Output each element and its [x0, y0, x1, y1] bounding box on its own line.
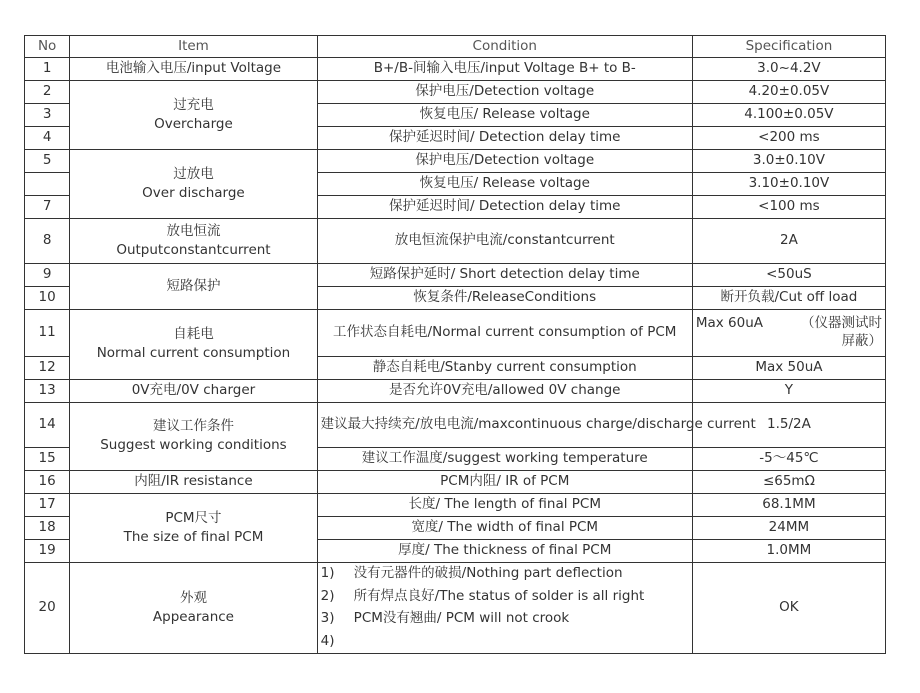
- specification-cell: 4.20±0.05V: [692, 81, 885, 104]
- condition-cell: 保护延迟时间/ Detection delay time: [317, 196, 692, 219]
- condition-cell: 静态自耗电/Stanby current consumption: [317, 357, 692, 380]
- item-cell-output-current: [70, 219, 317, 264]
- specification-cell: [692, 310, 885, 357]
- item-label-cn: 建议工作条件: [152, 418, 234, 435]
- condition-cell: 宽度/ The width of final PCM: [317, 517, 692, 540]
- table-row: [25, 310, 886, 357]
- item-label-en: Suggest working conditions: [100, 437, 287, 453]
- specification-cell: 68.1MM: [692, 494, 885, 517]
- list-item: [321, 586, 689, 609]
- table-row: [25, 58, 886, 81]
- condition-cell: 放电恒流保护电流/constantcurrent: [317, 219, 692, 264]
- item-cell-working-conditions: [70, 403, 317, 471]
- specification-cell: 3.10±0.10V: [692, 173, 885, 196]
- row-number: 3: [25, 104, 70, 127]
- item-label-cn: 过放电: [173, 165, 214, 182]
- list-item: [321, 608, 689, 631]
- table-row: [25, 219, 886, 264]
- row-number: 10: [25, 287, 70, 310]
- list-text: 所有焊点良好/The status of solder is all right: [353, 587, 645, 604]
- specification-cell: 2A: [692, 219, 885, 264]
- table-row: [25, 563, 886, 654]
- list-item: [321, 563, 689, 586]
- row-number: 18: [25, 517, 70, 540]
- condition-cell: 建议工作温度/suggest working temperature: [317, 448, 692, 471]
- specification-cell: 4.100±0.05V: [692, 104, 885, 127]
- item-label-en: Over discharge: [142, 184, 245, 201]
- header-no: No: [25, 36, 70, 58]
- pcm-spec-table: [24, 35, 886, 654]
- list-number: 4): [320, 632, 335, 649]
- specification-cell: OK: [692, 563, 885, 654]
- condition-cell: 恢复条件/ReleaseConditions: [317, 287, 692, 310]
- item-cell-overcharge: [70, 81, 317, 150]
- row-number: 12: [25, 357, 70, 380]
- specification-cell: ≤65mΩ: [692, 471, 885, 494]
- item-label-en: Outputconstantcurrent: [116, 241, 271, 258]
- specification-cell: 3.0~4.2V: [692, 58, 885, 81]
- item-label-en: Overcharge: [154, 115, 233, 132]
- table-header-row: [25, 36, 886, 58]
- condition-cell: 保护电压/Detection voltage: [317, 81, 692, 104]
- specification-note: （仪器测试时屏蔽）: [801, 315, 882, 349]
- specification-cell: 1.5/2A: [692, 403, 885, 448]
- table-row: [25, 150, 886, 173]
- row-number: 17: [25, 494, 70, 517]
- condition-cell: 保护延迟时间/ Detection delay time: [317, 127, 692, 150]
- table-row: [25, 403, 886, 448]
- condition-cell: PCM内阻/ IR of PCM: [317, 471, 692, 494]
- item-label-cn: 放电恒流: [166, 222, 221, 239]
- condition-cell: 长度/ The length of final PCM: [317, 494, 692, 517]
- specification-cell: 3.0±0.10V: [692, 150, 885, 173]
- specification-cell: -5～45℃: [692, 448, 885, 471]
- specification-cell: Y: [692, 380, 885, 403]
- list-number: 3): [320, 610, 335, 627]
- item-label-en: Appearance: [152, 608, 234, 625]
- list-text: PCM没有翘曲/ PCM will not crook: [353, 610, 570, 627]
- table-row: [25, 471, 886, 494]
- row-number: 1: [25, 58, 70, 81]
- table-row: [25, 264, 886, 287]
- header-condition: Condition: [317, 36, 692, 58]
- specification-cell: 1.0MM: [692, 540, 885, 563]
- header-specification: Specification: [692, 36, 885, 58]
- item-cell-current-consumption: [70, 310, 317, 380]
- row-number: 7: [25, 196, 70, 219]
- specification-cell: <50uS: [692, 264, 885, 287]
- item-cell: 内阻/IR resistance: [70, 471, 317, 494]
- row-number: 9: [25, 264, 70, 287]
- condition-cell: 建议最大持续充/放电电流/maxcontinuous charge/discharge current: [317, 403, 692, 448]
- specification-cell: Max 50uA: [692, 357, 885, 380]
- specification-cell: <200 ms: [692, 127, 885, 150]
- specification-cell: 断开负载/Cut off load: [692, 287, 885, 310]
- specification-cell: <100 ms: [692, 196, 885, 219]
- appearance-condition-list: [321, 563, 689, 653]
- row-number: 13: [25, 380, 70, 403]
- item-label-cn: 外观: [179, 589, 207, 606]
- condition-cell: B+/B-间输入电压/input Voltage B+ to B-: [317, 58, 692, 81]
- condition-cell: 恢复电压/ Release voltage: [317, 104, 692, 127]
- specification-with-note: [696, 315, 882, 350]
- specification-value: Max 60uA: [695, 315, 764, 332]
- list-number: 2): [320, 587, 335, 604]
- specification-cell: 24MM: [692, 517, 885, 540]
- row-number: 19: [25, 540, 70, 563]
- condition-cell: 保护电压/Detection voltage: [317, 150, 692, 173]
- item-label-cn: 自耗电: [173, 326, 214, 343]
- item-cell: 电池输入电压/input Voltage: [70, 58, 317, 81]
- table-row: [25, 380, 886, 403]
- item-label-cn: PCM尺寸: [165, 509, 222, 526]
- item-label-en: The size of final PCM: [123, 528, 264, 545]
- list-text: 没有元器件的破损/Nothing part deflection: [353, 565, 623, 582]
- row-number: 8: [25, 219, 70, 264]
- row-number: [25, 173, 70, 196]
- row-number: 5: [25, 150, 70, 173]
- item-cell-appearance: [70, 563, 317, 654]
- row-number: 4: [25, 127, 70, 150]
- list-item: [321, 631, 689, 654]
- header-item: Item: [70, 36, 317, 58]
- condition-cell-appearance: [317, 563, 692, 654]
- row-number: 15: [25, 448, 70, 471]
- condition-cell: 短路保护延时/ Short detection delay time: [317, 264, 692, 287]
- row-number: 11: [25, 310, 70, 357]
- table-row: [25, 81, 886, 104]
- row-number: 16: [25, 471, 70, 494]
- condition-cell: 厚度/ The thickness of final PCM: [317, 540, 692, 563]
- condition-cell: 是否允许0V充电/allowed 0V change: [317, 380, 692, 403]
- item-cell-over-discharge: [70, 150, 317, 219]
- item-label-en: Normal current consumption: [96, 345, 291, 361]
- item-cell: 0V充电/0V charger: [70, 380, 317, 403]
- item-label-cn: 过充电: [173, 96, 214, 113]
- row-number: 2: [25, 81, 70, 104]
- condition-cell: 工作状态自耗电/Normal current consumption of PCM: [317, 310, 692, 357]
- specification-sheet: [24, 35, 886, 654]
- row-number: 20: [25, 563, 70, 654]
- table-row: [25, 494, 886, 517]
- list-number: 1): [320, 565, 335, 582]
- row-number: 14: [25, 403, 70, 448]
- condition-cell: 恢复电压/ Release voltage: [317, 173, 692, 196]
- item-cell-short-circuit: 短路保护: [70, 264, 317, 310]
- item-cell-pcm-size: [70, 494, 317, 563]
